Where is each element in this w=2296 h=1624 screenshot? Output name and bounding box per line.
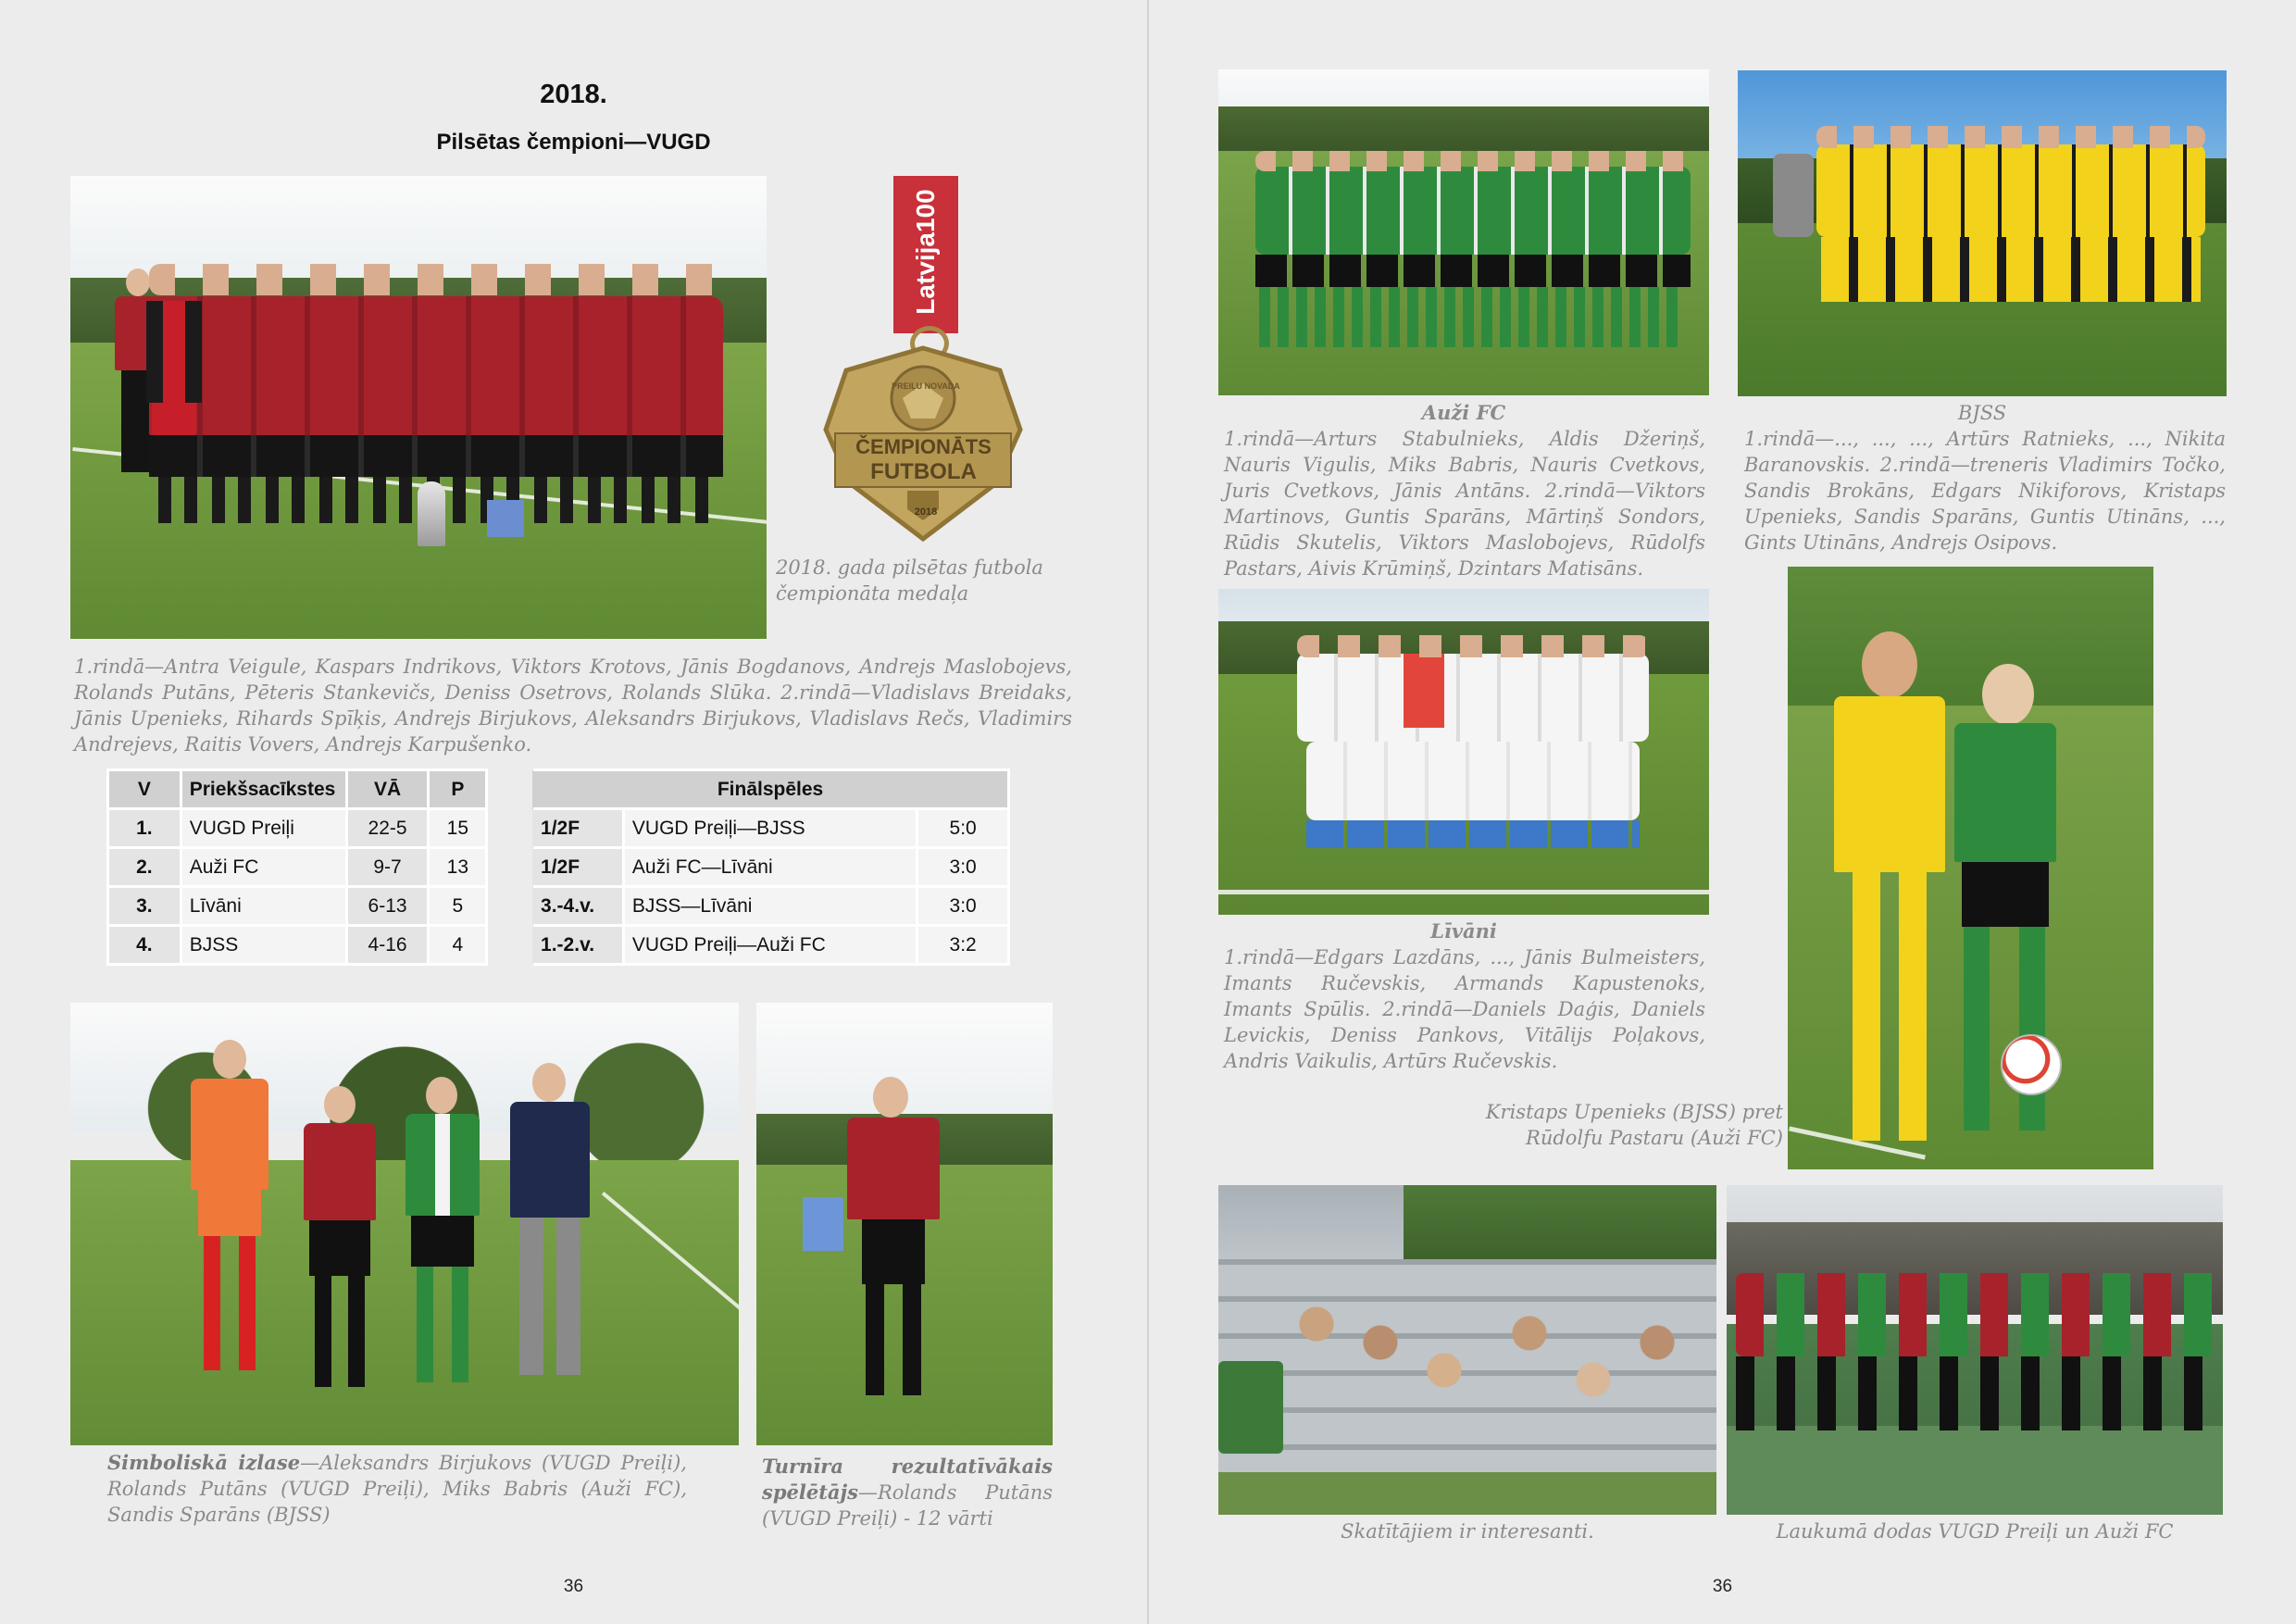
action-caption-line1: Kristaps Upenieks (BJSS) pret (1485, 1101, 1783, 1123)
top-scorer-photo (756, 1003, 1053, 1445)
champions-title: Pilsētas čempioni—VUGD (436, 130, 711, 155)
top-scorer-caption-title: Turnīra rezultatīvākais spēlētājs (762, 1455, 1053, 1504)
livani-caption-title: Līvāni (1430, 919, 1497, 943)
right-page (1149, 0, 2296, 1624)
table-row: 1. VUGD Preiļi 22-5 15 1/2F VUGD Preiļi—BJSS 5:0 (108, 809, 1009, 848)
page-number-left: 36 (563, 1577, 584, 1596)
medal-title-2: FUTBOLA (870, 459, 977, 484)
symbolic-caption (107, 1450, 687, 1528)
col-points: P (429, 770, 487, 809)
field-caption: Laukumā dodas VUGD Preiļi un Auži FC (1776, 1520, 2174, 1543)
medal-year: 2018 (914, 506, 938, 518)
spectators-caption: Skatītājiem ir interesanti. (1341, 1520, 1594, 1543)
livani-team-photo (1218, 589, 1709, 915)
col-finals: Finālspēles (532, 770, 1009, 809)
left-page (0, 0, 1147, 1624)
symbolic-caption-title: Simboliskā izlase (107, 1451, 301, 1474)
auzi-caption-title: Auži FC (1421, 401, 1506, 424)
livani-caption: 1.rindā—Edgars Lazdāns, ..., Jānis Bulmeisters, Imants Ručevskis, Armands Kapustenoks, Imants Spūlis. 2.rindā—Daniels Daģis, Daniels Levickis, Deniss Pankovs, Vitālijs Poļakovs, Andris Vaikulis, Artūrs Ručevskis. (1224, 946, 1705, 1072)
table-row: 2. Auži FC 9-7 13 1/2F Auži FC—Līvāni 3:0 (108, 848, 1009, 887)
col-prelim: Priekšsacīkstes (181, 770, 346, 809)
teams-entering-field-photo (1727, 1185, 2223, 1515)
prelim-table (106, 768, 1010, 966)
top-scorer-caption-text: —Rolands Putāns (VUGD Preiļi) - 12 vārti (762, 1481, 1053, 1530)
col-place: V (108, 770, 181, 809)
ribbon-text: Latvija100 (911, 189, 940, 315)
auzi-team-photo (1218, 69, 1709, 395)
bjss-team-photo (1738, 70, 2227, 396)
spectators-photo (1218, 1185, 1716, 1515)
page-number-right: 36 (1712, 1577, 1733, 1596)
bjss-caption-title: BJSS (1957, 402, 2007, 424)
action-photo (1788, 567, 2153, 1169)
table-row: 4. BJSS 4-16 4 1.-2.v. VUGD Preiļi—Auži FC 3:2 (108, 926, 1009, 965)
season-year: 2018. (540, 80, 607, 109)
vugd-team-caption: 1.rindā—Antra Veigule, Kaspars Indrikovs, Viktors Krotovs, Jānis Bogdanovs, Andrejs Maslobojevs, Rolands Putāns, Pēteris Stankevičs, Deniss Osetrovs, Rolands Slūka. 2.rindā—Vladislavs Breidaks, Jānis Upenieks, Rihards Spīķis, Andrejs Birjukovs, Aleksandrs Birjukovs, Vladislavs Rečs, Vladimirs Andrejevs, Raitis Vovers, Andrejs Karpušenko. (74, 656, 1072, 756)
top-scorer-caption (762, 1454, 1053, 1531)
medal-ribbon (893, 176, 958, 333)
medal-caption: 2018. gada pilsētas futbola čempionāta medaļa (776, 556, 1043, 605)
action-caption-line2: Rūdolfu Pastaru (Auži FC) (1526, 1127, 1783, 1149)
bjss-caption: 1.rindā—..., ..., ..., Artūrs Ratnieks, ..., Nikita Baranovskis. 2.rindā—treneris Vladimirs Točko, Sandis Brokāns, Edgars Nikiforovs, Kristaps Upenieks, Sandis Sparāns, Guntis Utināns, ..., Gints Utināns, Andrejs Osipovs. (1744, 428, 2226, 554)
symbolic-caption-text: —Aleksandrs Birjukovs (VUGD Preiļi), Rolands Putāns (VUGD Preiļi), Miks Babris (Auži FC), Sandis Sparāns (BJSS) (107, 1452, 687, 1526)
medal-arc-text: PREIĻU NOVADA (892, 381, 960, 391)
table-row: 3. Līvāni 6-13 5 3.-4.v. BJSS—Līvāni 3:0 (108, 887, 1009, 926)
symbolic-team-photo (70, 1003, 739, 1445)
auzi-caption: 1.rindā—Arturs Stabulnieks, Aldis Džeriņš, Nauris Vigulis, Miks Babris, Nauris Cvetkovs, Juris Cvetkovs, Jānis Antāns. 2.rindā—Viktors Martinovs, Guntis Sparāns, Mārtiņš Sondors, Rūdis Skutelis, Viktors Maslobojevs, Rūdolfs Pastars, Aivis Krūmiņš, Dzintars Matisāns. (1224, 428, 1705, 580)
medal-title-1: ČEMPIONĀTS (855, 435, 992, 458)
col-goals: VĀ (346, 770, 429, 809)
vugd-team-photo (70, 176, 767, 639)
